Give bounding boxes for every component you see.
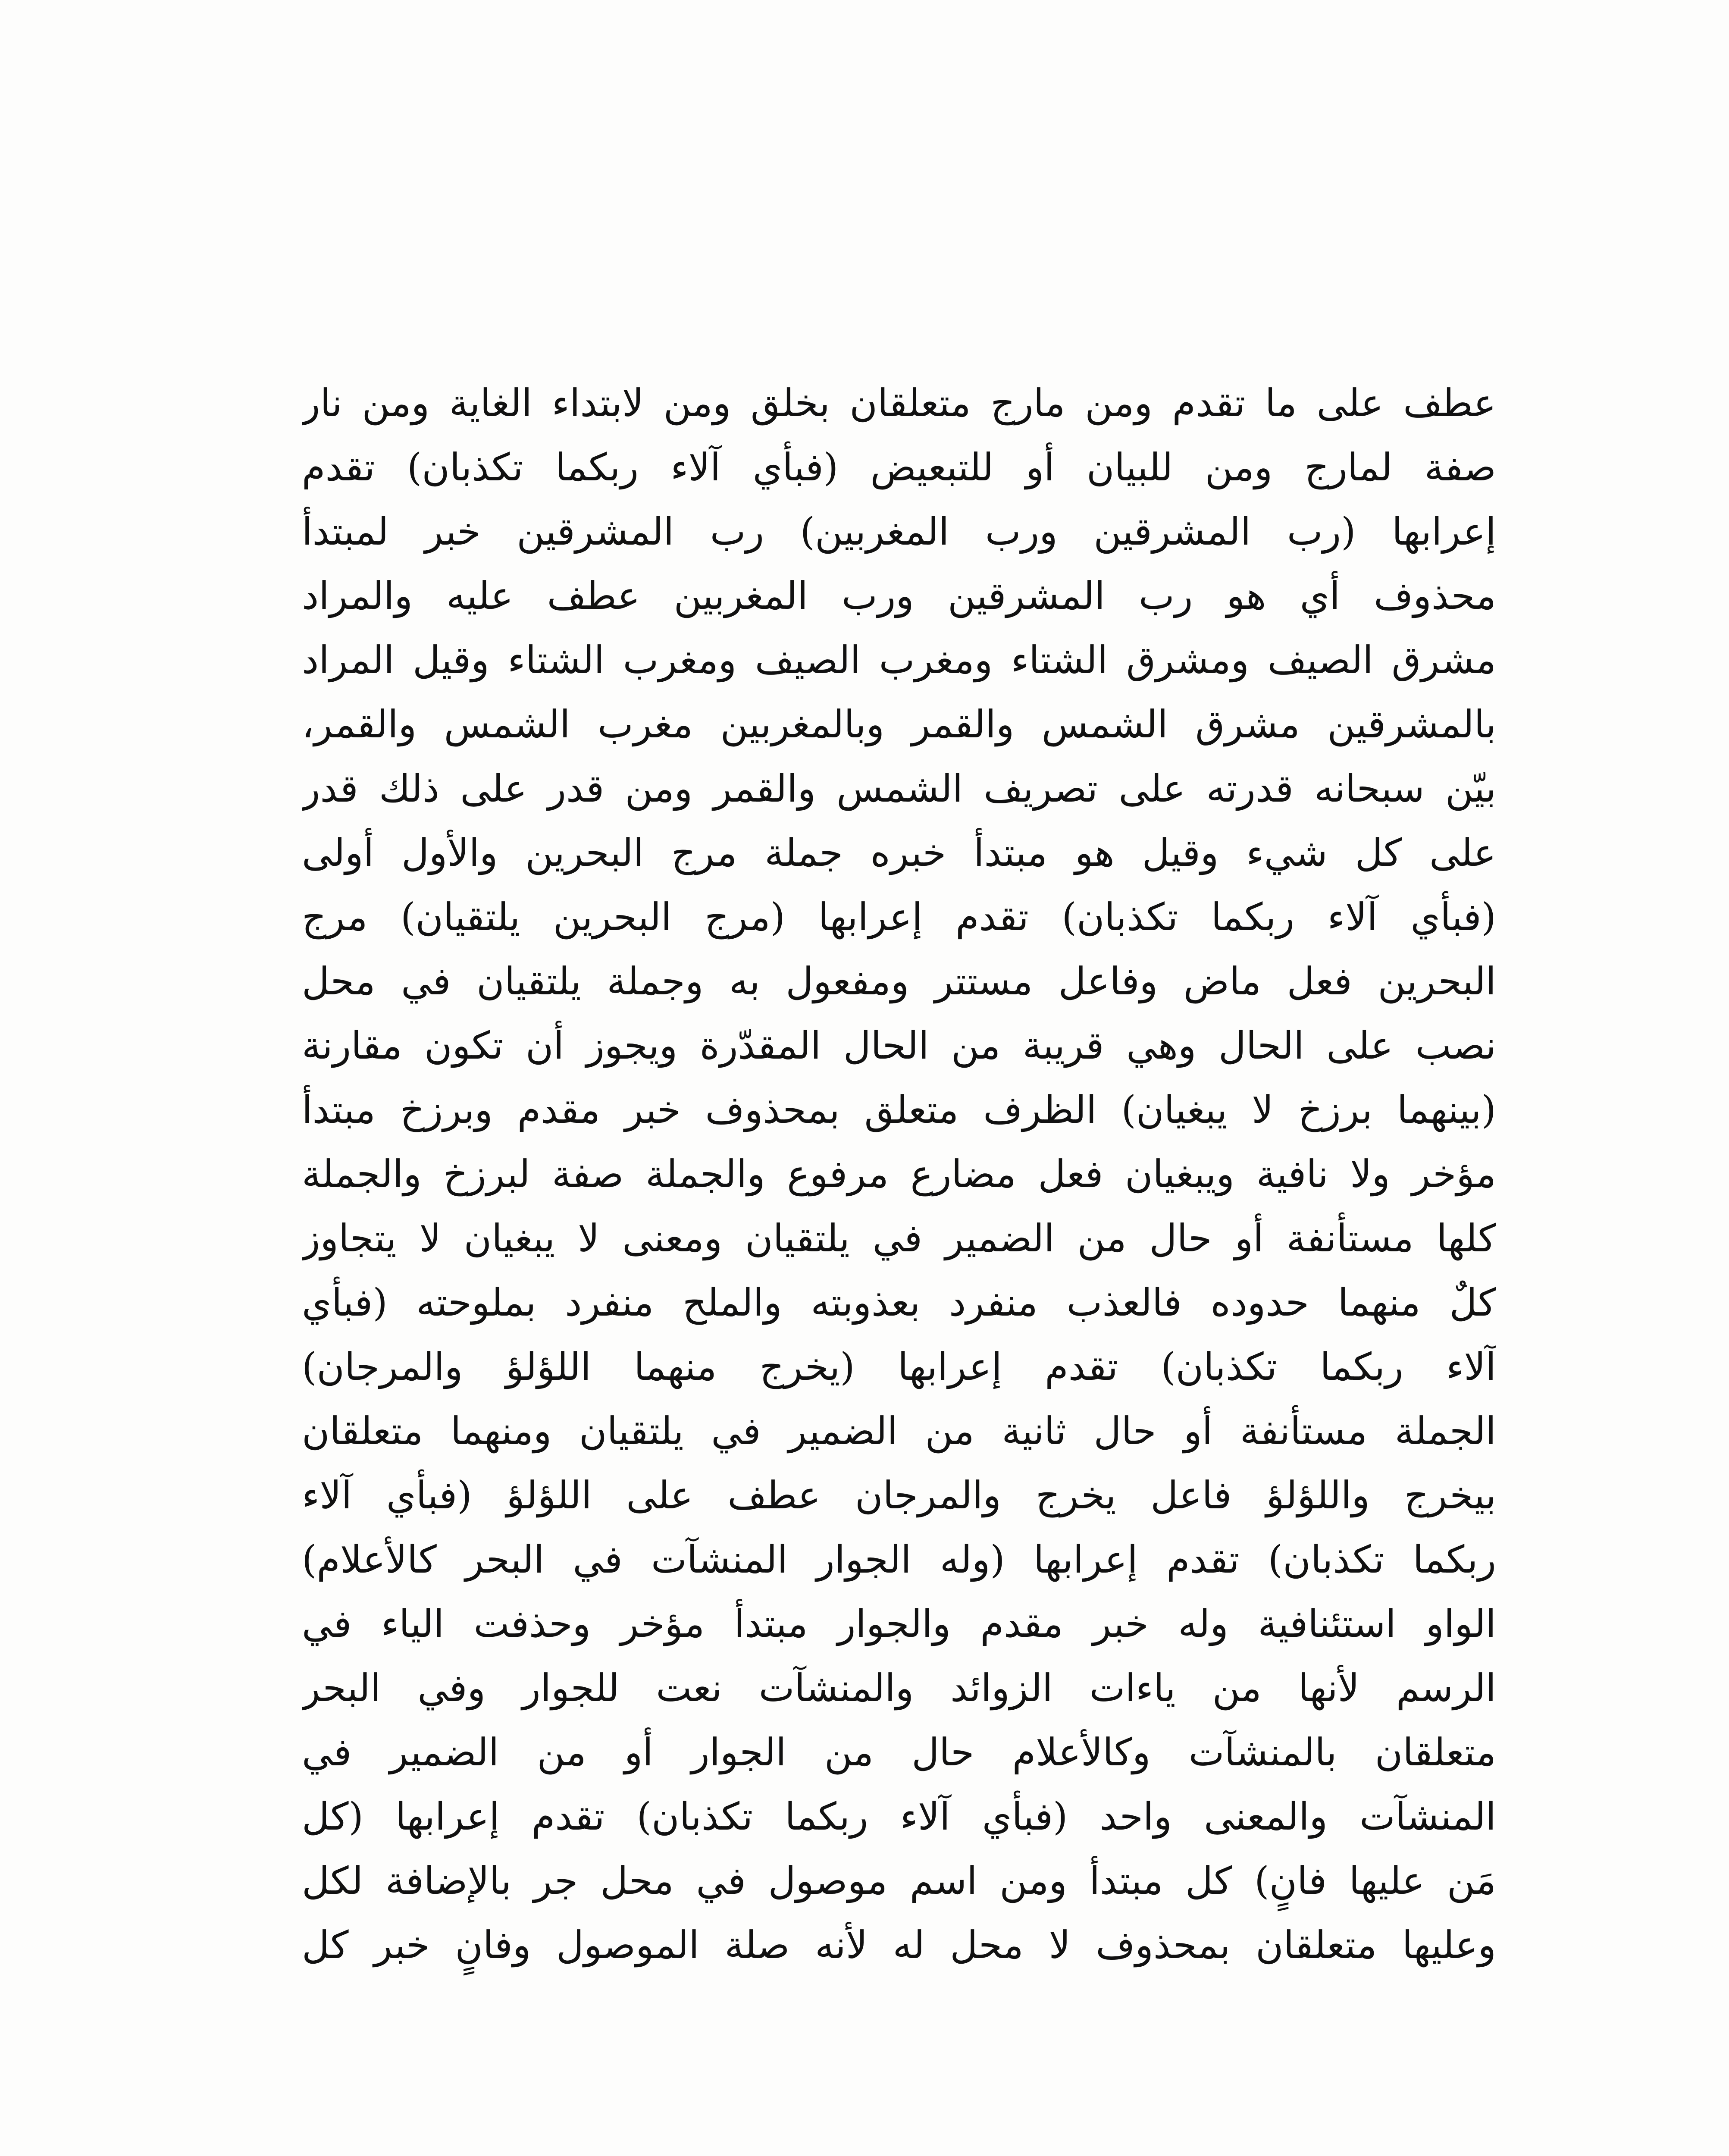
text-line: كلها مستأنفة أو حال من الضمير في يلتقيان ومعنى لا يبغيان لا يتجاوز	[302, 1216, 1496, 1260]
text-line: وعليها متعلقان بمحذوف لا محل له لأنه صلة الموصول وفانٍ خبر كل	[302, 1923, 1496, 1967]
text-line: كلٌ منهما حدوده فالعذب منفرد بعذوبته والملح منفرد بملوحته (فبأي	[302, 1280, 1496, 1325]
text-line: بيّن سبحانه قدرته على تصريف الشمس والقمر ومن قدر على ذلك قدر	[302, 766, 1496, 811]
text-line: مؤخر ولا نافية ويبغيان فعل مضارع مرفوع والجملة صفة لبرزخ والجملة	[302, 1152, 1496, 1196]
text-line: مشرق الصيف ومشرق الشتاء ومغرب الصيف ومغرب الشتاء وقيل المراد	[302, 638, 1496, 682]
text-line: البحرين فعل ماض وفاعل مستتر ومفعول به وجملة يلتقيان في محل	[302, 959, 1496, 1003]
text-line: متعلقان بالمنشآت وكالأعلام حال من الجوار أو من الضمير في	[302, 1730, 1496, 1774]
text-line: الواو استئنافية وله خبر مقدم والجوار مبتدأ مؤخر وحذفت الياء في	[302, 1601, 1496, 1646]
text-line: مَن عليها فانٍ) كل مبتدأ ومن اسم موصول في محل جر بالإضافة لكل	[302, 1858, 1496, 1903]
text-line: إعرابها (رب المشرقين ورب المغربين) رب المشرقين خبر لمبتدأ	[302, 509, 1496, 554]
text-line: (بينهما برزخ لا يبغيان) الظرف متعلق بمحذوف خبر مقدم وبرزخ مبتدأ	[302, 1087, 1496, 1132]
text-line: ربكما تكذبان) تقدم إعرابها (وله الجوار المنشآت في البحر كالأعلام)	[302, 1537, 1496, 1582]
text-line: صفة لمارج ومن للبيان أو للتبعيض (فبأي آلاء ربكما تكذبان) تقدم	[302, 445, 1496, 489]
text-line: على كل شيء وقيل هو مبتدأ خبره جملة مرج البحرين والأول أولى	[302, 830, 1496, 875]
text-line: المنشآت والمعنى واحد (فبأي آلاء ربكما تكذبان) تقدم إعرابها (كل	[302, 1794, 1496, 1839]
text-line: عطف على ما تقدم ومن مارج متعلقان بخلق ومن لابتداء الغاية ومن نار	[302, 381, 1496, 425]
text-line: محذوف أي هو رب المشرقين ورب المغربين عطف عليه والمراد	[302, 573, 1496, 618]
text-line: آلاء ربكما تكذبان) تقدم إعرابها (يخرج منهما اللؤلؤ والمرجان)	[302, 1344, 1496, 1389]
text-line: بيخرج واللؤلؤ فاعل يخرج والمرجان عطف على اللؤلؤ (فبأي آلاء	[302, 1473, 1496, 1517]
text-line: بالمشرقين مشرق الشمس والقمر وبالمغربين مغرب الشمس والقمر،	[302, 702, 1496, 746]
text-line: نصب على الحال وهي قريبة من الحال المقدّرة ويجوز أن تكون مقارنة	[302, 1023, 1496, 1068]
body-text	[302, 371, 1496, 1977]
text-line: الرسم لأنها من ياءات الزوائد والمنشآت نعت للجوار وفي البحر	[302, 1666, 1496, 1710]
text-line: الجملة مستأنفة أو حال ثانية من الضمير في يلتقيان ومنهما متعلقان	[302, 1409, 1496, 1453]
text-line: (فبأي آلاء ربكما تكذبان) تقدم إعرابها (مرج البحرين يلتقيان) مرج	[302, 895, 1496, 939]
